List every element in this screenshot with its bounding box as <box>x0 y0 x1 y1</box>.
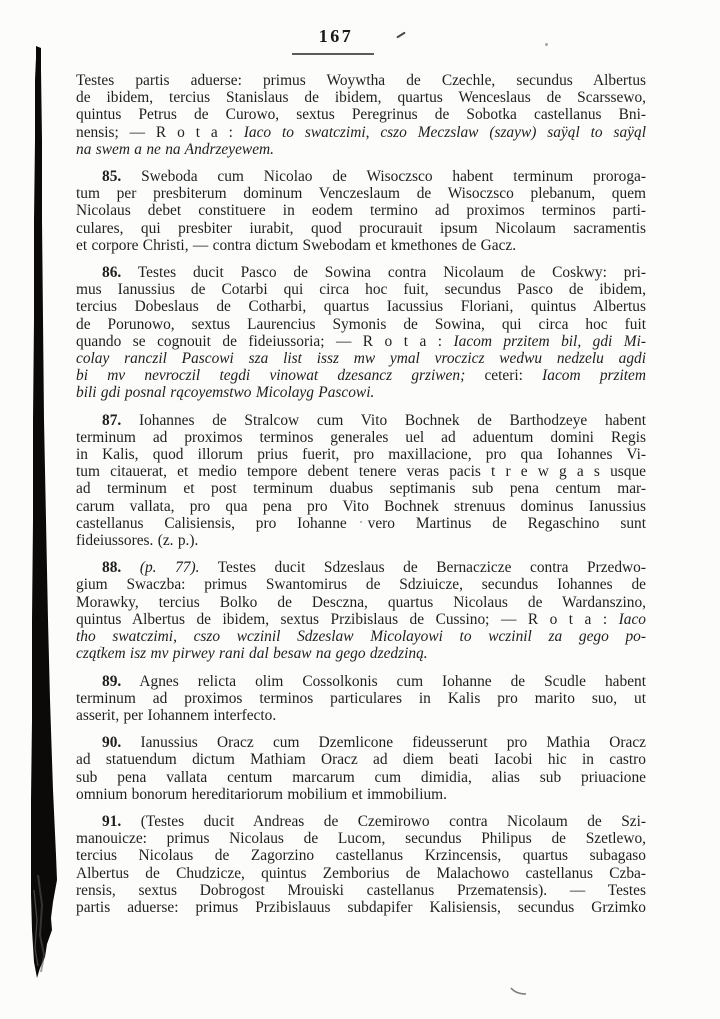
text-segment: tum per presbiterum dominum Venczeslaum de Wisoczsco plebanum, quem <box>76 185 646 203</box>
text-segment: asserit, per Iohannem interfecto. <box>76 706 277 724</box>
text-segment: partis aduerse: primus Przibislauus subdapifer Kalisiensis, secundus Grzimko <box>76 898 646 916</box>
text-line <box>76 220 646 237</box>
text-line <box>76 333 646 350</box>
text-segment: czątkem isz mv pirwey rani dal besaw na gego dzedziną. <box>76 645 428 663</box>
text-segment: Morawky, tercius Bolko de Desczna, quartus Nicolaus de Wardanszino, <box>76 593 646 611</box>
text-line <box>76 899 646 916</box>
paragraph <box>76 264 646 402</box>
text-line <box>76 769 646 786</box>
paragraph <box>76 168 646 254</box>
text-segment: Testes partis aduerse: primus Woywtha de Czechle, secundus Albertus <box>76 72 646 89</box>
text-line <box>76 384 646 401</box>
text-line <box>76 463 646 480</box>
text-line <box>76 515 646 532</box>
text-segment: tercius Dobeslaus de Cotharbi, quartus Iacussius Floriani, quintus Albertus <box>76 298 646 316</box>
text-line <box>76 298 646 315</box>
text-line <box>76 367 646 384</box>
text-segment: omnium bonorum hereditariorum mobilium et immobilium. <box>76 785 447 803</box>
text-line <box>76 264 646 281</box>
paragraph <box>76 412 646 550</box>
text-line <box>76 446 646 463</box>
page-number: 167 <box>318 26 354 46</box>
text-line <box>76 412 646 429</box>
text-line <box>76 237 646 254</box>
text-line <box>76 480 646 497</box>
text-segment: terminum ad proximos terminos particulares in Kalis pro marito suo, ut <box>76 689 646 707</box>
text-line <box>76 830 646 847</box>
text-line <box>76 429 646 446</box>
text-line <box>76 645 646 662</box>
scan-artifact-smudge <box>509 985 529 997</box>
entry-number: 86. <box>102 264 122 282</box>
book-gutter-shadow <box>0 0 70 1019</box>
text-segment: Albertus de Chudzicze, quintus Zemborius de Malachowo castellanus Czba- <box>76 864 646 882</box>
entry-number: 90. <box>102 734 122 752</box>
entry-number: 89. <box>102 672 122 690</box>
text-line <box>76 865 646 882</box>
text-line <box>76 124 646 141</box>
text-segment: quando se cognouit de fideiussoria; — R o t a : <box>76 332 454 350</box>
text-segment: Iacom przitem bil, gdi Mi- <box>453 332 646 350</box>
text-segment: tercius Nicolaus de Zagorzino castellanus Krzincensis, quartus subagaso <box>76 847 646 865</box>
text-segment: terminum ad proximos terminos generales uel ad aduentum domini Regis <box>76 428 646 446</box>
text-segment: sub pena vallata centum marcarum cum dimidia, alias sub priuacione <box>76 768 646 786</box>
text-segment: bili gdi posnal rącoyemstwo Micolayg Pascowi. <box>76 384 375 402</box>
text-line <box>76 281 646 298</box>
text-segment: (Testes ducit Andreas de Czemirowo contra Nicolaum de Szi- <box>121 812 646 830</box>
scan-artifact-tick <box>396 32 406 39</box>
text-line <box>76 72 646 89</box>
text-line <box>76 707 646 724</box>
paragraph <box>76 813 646 916</box>
text-line <box>76 559 646 576</box>
text-line <box>76 734 646 751</box>
entry-number: 87. <box>102 411 122 429</box>
text-line <box>76 847 646 864</box>
text-segment: ad statuendum dictum Mathiam Oracz ad diem beati Iacobi hic in castro <box>76 751 646 769</box>
text-segment: Ianussius Oracz cum Dzemlicone fideusserunt pro Mathia Oracz <box>121 734 646 752</box>
text-segment: quintus Albertus de ibidem, sextus Przibislaus de Cussino; — R o t a : <box>76 610 619 628</box>
text-segment: Agnes relicta olim Cossolkonis cum Iohanne de Scudle habent <box>121 672 646 690</box>
text-segment: de ibidem, tercius Stanislaus de ibidem, quartus Wenceslaus de Scarssewo, <box>76 89 646 107</box>
text-segment: in Kalis, quod illorum prius fuerit, pro maxillacione, pro qua Iohannes Vi- <box>76 446 646 464</box>
text-line <box>76 141 646 158</box>
text-segment: Iohannes de Stralcow cum Vito Bochnek de Barthodzeye habent <box>121 411 646 429</box>
text-line <box>76 690 646 707</box>
text-line <box>76 185 646 202</box>
text-segment: quintus Petrus de Curowo, sextus Peregrinus de Sobotka castellanus Bni- <box>76 106 646 124</box>
paragraph <box>76 734 646 803</box>
text-segment: na swem a ne na Andrzeyewem. <box>76 140 274 158</box>
scan-artifact-speck <box>545 43 548 46</box>
paragraph <box>76 72 646 158</box>
text-segment <box>121 559 140 576</box>
text-segment: Iaco <box>618 610 646 628</box>
text-segment: nensis; — R o t a : <box>76 123 244 141</box>
text-segment: fideiussores. (z. p.). <box>76 532 199 550</box>
text-segment: bi mv nevroczil tegdi vinowat dzesancz grziwen; <box>76 367 466 385</box>
text-line <box>76 106 646 123</box>
text-line <box>76 576 646 593</box>
text-segment: ad terminum et post terminum duabus septimanis sub pena centum mar- <box>76 480 646 498</box>
text-line <box>76 202 646 219</box>
text-line <box>76 168 646 185</box>
text-segment: ceteri: <box>465 367 543 385</box>
text-segment: gium Swaczba: primus Swantomirus de Sdziuicze, secundus Iohannes de <box>76 576 646 594</box>
text-segment: Testes ducit Sdzeslaus de Bernaczicze contra Przedwo- <box>199 559 646 577</box>
text-line <box>76 316 646 333</box>
text-line <box>76 673 646 690</box>
paragraph <box>76 559 646 662</box>
text-segment: Testes ducit Pasco de Sowina contra Nicolaum de Coskwy: pri- <box>121 264 646 282</box>
text-segment: et corpore Christi, — contra dictum Swebodam et kmethones de Gacz. <box>76 236 517 254</box>
text-line <box>76 813 646 830</box>
text-segment: tum citauerat, et medio tempore debent tenere veras pacis t r e w g a s usque <box>76 463 646 481</box>
text-segment: Sweboda cum Nicolao de Wisoczsco habent terminum proroga- <box>121 168 646 186</box>
text-line <box>76 498 646 515</box>
text-line <box>76 594 646 611</box>
text-line <box>76 628 646 645</box>
text-segment: culares, qui presbiter iurabit, quod procurauit ipsum Nicolaum sacramentis <box>76 219 646 237</box>
text-segment: carum vallata, pro qua pena pro Vito Bochnek strenuus dominus Ianussius <box>76 497 646 515</box>
text-segment: manouicze: primus Nicolaus de Lucom, secundus Philipus de Szetlewo, <box>76 830 646 848</box>
text-segment: de Porunowo, sextus Laurencius Symonis de Sowina, qui circa hoc fuit <box>76 315 646 333</box>
entry-number: 88. <box>102 559 122 577</box>
entry-number: 85. <box>102 168 122 186</box>
text-segment: rensis, sextus Dobrogost Mrouiski castellanus Przematensis). — Testes <box>76 881 646 899</box>
entry-number: 91. <box>102 812 122 830</box>
page-number-underline <box>292 53 374 55</box>
text-line <box>76 89 646 106</box>
text-line <box>76 882 646 899</box>
text-line <box>76 751 646 768</box>
text-segment: colay ranczil Pascowi sza list issz mw ymal vroczicz wedwu nedzelu agdi <box>76 350 646 368</box>
text-segment: (p. 77). <box>139 559 200 577</box>
text-line <box>76 532 646 549</box>
text-line <box>76 350 646 367</box>
text-segment: Nicolaus debet constituere in eodem termino ad proximos terminos parti- <box>76 202 646 220</box>
text-segment: castellanus Calisiensis, pro Iohanne vero Martinus de Regaschino sunt <box>76 514 646 532</box>
text-segment: Iaco to swatczimi, cszo Meczslaw (szayw) saÿąl to saÿąl <box>243 123 646 141</box>
text-column <box>76 72 646 916</box>
paragraph <box>76 673 646 725</box>
text-line <box>76 611 646 628</box>
text-segment: Iacom przitem <box>542 367 646 385</box>
text-segment: mus Ianussius de Cotarbi qui circa hoc fuit, secundus Pasco de ibidem, <box>76 281 646 299</box>
text-segment: tho swatczimi, cszo wczinil Sdzeslaw Micolayowi to wczinil za gego po- <box>76 628 646 646</box>
text-line <box>76 786 646 803</box>
